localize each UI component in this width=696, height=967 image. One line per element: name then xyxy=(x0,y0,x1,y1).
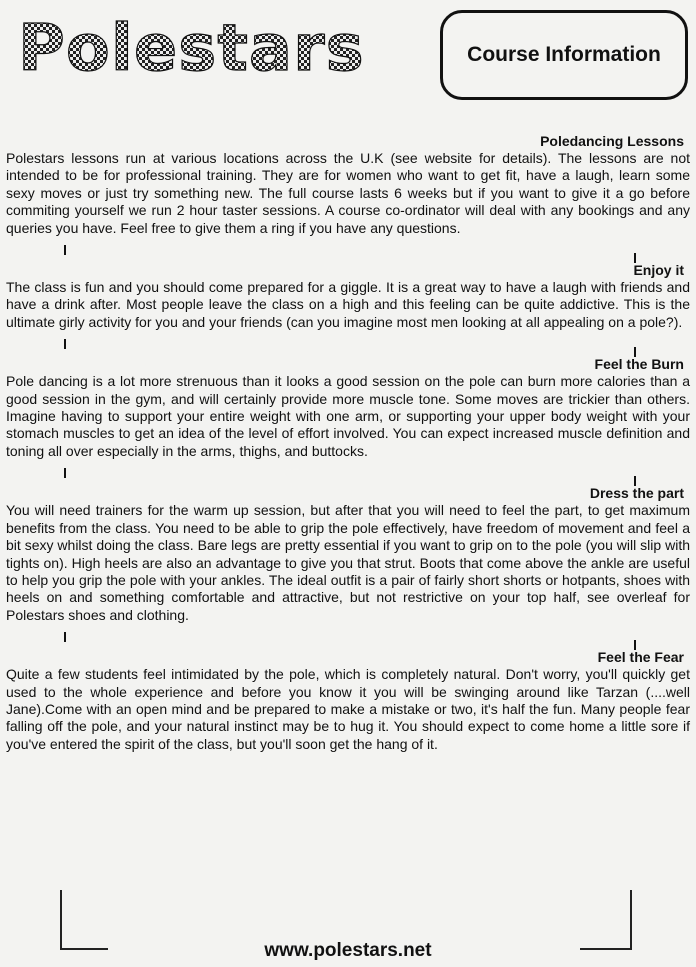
section-divider xyxy=(6,331,690,355)
section-divider xyxy=(6,237,690,261)
section-body: Pole dancing is a lot more strenuous than it looks a good session on the pole can burn more calories than a good session in the gym, and will certainly provide more muscle tone. Some moves are trickier than others. Imagine having to support your entire weight with one arm, or supporting your upper body weight with your stomach muscles to get an idea of the level of effort involved. You can expect increased muscle definition and toning all over especially in the arms, thighs, and buttocks. xyxy=(6,373,690,459)
polestars-logo xyxy=(16,12,386,82)
website-url: www.polestars.net xyxy=(264,940,432,961)
section-body: The class is fun and you should come prepared for a giggle. It is a great way to have a laugh with friends and have a drink after. Most people leave the class on a high and this feeling can be quite addictive. This is the ultimate girly activity for you and your friends (can you imagine most men looking at all appealing on a pole?). xyxy=(6,279,690,330)
section-heading: Feel the Fear xyxy=(597,649,684,666)
course-information-title: Course Information xyxy=(467,43,661,66)
section-body: Polestars lessons run at various locations across the U.K (see website for details). The lessons are not intended to be for professional training. They are for women who want to get fit, have a laugh, learn some sexy moves or just try something new. The full course lasts 6 weeks but if you want to give it a go before commiting yourself we run 2 hour taster sessions. A course co-ordinator will deal with any bookings and any queries you have. Feel free to give them a ring if you have any questions. xyxy=(6,150,690,236)
divider-tick-left xyxy=(64,468,66,478)
section-divider xyxy=(6,624,690,648)
logo-wordmark: Polestars xyxy=(18,12,365,82)
section-heading: Enjoy it xyxy=(633,262,684,279)
section-heading: Feel the Burn xyxy=(594,356,684,373)
section-feel-the-burn xyxy=(6,355,690,460)
section-enjoy-it xyxy=(6,261,690,331)
course-information-box xyxy=(440,10,688,100)
section-divider xyxy=(6,460,690,484)
divider-tick-left xyxy=(64,339,66,349)
divider-tick-left xyxy=(64,632,66,642)
section-feel-the-fear xyxy=(6,648,690,753)
section-body: You will need trainers for the warm up session, but after that you will need to feel the part, to get maximum benefits from the class. You need to be able to grip the pole effectively, have freedom of movement and feel a bit sexy whilst doing the class. Bare legs are pretty essential if you want to grip on to the pole (you will slip with tights on). High heels are also an advantage to give you that strut. Boots that come above the ankle are useful to help you grip the pole with your ankles. The ideal outfit is a pair of fairly short shorts or hotpants, shoes with heels on and something comfortable and attractive, but not restrictive on your top half, see overleaf for Polestars shoes and clothing. xyxy=(6,502,690,623)
section-body: Quite a few students feel intimidated by the pole, which is completely natural. Don't worry, you'll quickly get used to the whole experience and before you know it you will be swinging around like Tarzan (....well Jane).Come with an open mind and be prepared to make a mistake or two, it's half the fun. Many people fear falling off the pole, and your natural instinct may be to hug it. You should expect to come home a little sore if you've entered the spirit of the class, but you'll soon get the hang of it. xyxy=(6,666,690,752)
section-heading: Poledancing Lessons xyxy=(540,133,684,149)
section-dress-the-part xyxy=(6,484,690,624)
main-content xyxy=(6,132,690,753)
section-poledancing-lessons xyxy=(6,132,690,237)
section-heading: Dress the part xyxy=(589,485,684,502)
divider-tick-left xyxy=(64,245,66,255)
